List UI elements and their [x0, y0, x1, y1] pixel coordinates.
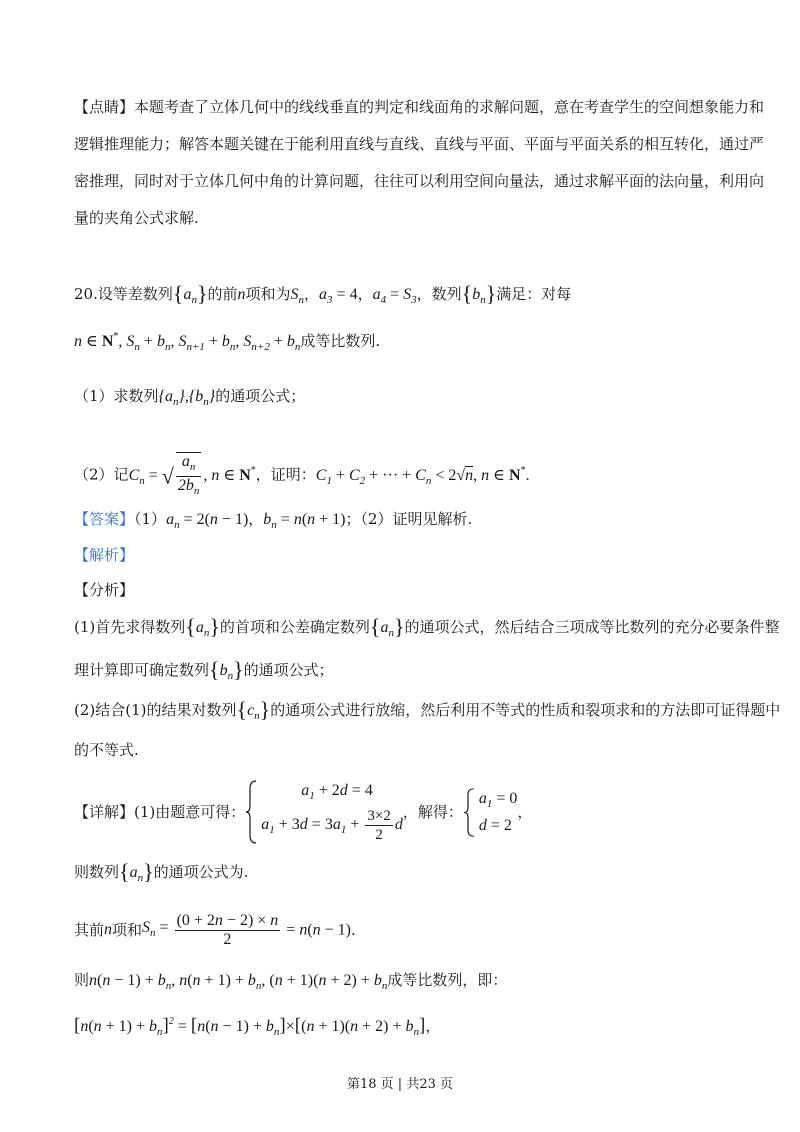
- math-geometric-condition: n ∈ N*, $S_n + b_n$, $S_{n+1} + b_n$, $S_{n+2} + b_n$: [74, 331, 301, 353]
- math-seq-b: $\{b_n\}$: [461, 281, 497, 306]
- problem-statement-line-2: n ∈ N*, $S_n + b_n$, $S_{n+1} + b_n$, $S_{n+2} + b_n$成等比数列.: [74, 331, 381, 353]
- jiexi-heading: 【解析】: [74, 546, 135, 564]
- question-1: （1）求数列$\{a_n\},\{b_n\}$的通项公式；: [74, 387, 306, 408]
- dianjing-line-2: 逻辑推理能力；解答本题关键在于能利用直线与直线、直线与平面、平面与平面关系的相互转化，通过严: [74, 135, 765, 153]
- math-a4: $a_4 = S_3$: [372, 286, 417, 306]
- detail-tag: 【详解】: [74, 803, 135, 821]
- math-seq-a: $\{a_n\}$: [172, 281, 208, 306]
- analysis-line-2: 理计算即可确定数列$\{b_n\}$的通项公式；: [74, 657, 334, 682]
- detail-line-2: 则数列$\{a_n\}$的通项公式为.: [74, 859, 249, 884]
- answer-line: 【答案】$(1)a_n = 2(n - 1)$，$b_n = n(n + 1)$；（2）证明见解析.: [74, 510, 473, 531]
- dianjing-line-1: 【点睛】本题考查了立体几何中的线线垂直的判定和线面角的求解问题，意在考查学生的空间想象能力和: [74, 98, 765, 116]
- equation-system: $a_1 + 2d = 4$ $a_1 + 3d = 3a_1$ + $\frac{3\times 2}{2}$ d: [245, 780, 403, 844]
- problem-statement-line-1: 20.设等差数列$\{a_n\}$的前n项和为$S_n$，$a_3 = 4$，$a_4 = S_3$，数列$\{b_n\}$满足：对每: [74, 281, 572, 306]
- math-sn-formula: $S_n$ = $\frac{(0 + 2n - 2) \times n}{2}$ = n(n − 1): [142, 912, 352, 948]
- math-cn-definition: $C_n$ = √ $\frac{a_n}{2b_n}$ , n ∈ N*: [129, 467, 256, 484]
- fenxi-heading: 【分析】: [74, 581, 135, 599]
- math-a3: $a_3 = 4$: [319, 286, 358, 306]
- question-2: （2）记$C_n$ = √ $\frac{a_n}{2b_n}$ , n ∈ N*，证明：$C_1 + C_2$ + ··· + $C_n < 2√n$, n ∈ N*.: [74, 452, 530, 500]
- detail-line-3: 其前n项和$S_n$ = $\frac{(0 + 2n - 2) \times n}{2}$ = n(n − 1).: [74, 912, 356, 948]
- problem-number: 20.: [74, 285, 98, 303]
- math-geometric-equation: $[n(n + 1) + b_n]^2 = [n(n - 1) + b_n]\times[(n + 1)(n + 2) + b_n]$: [74, 1015, 426, 1038]
- detail-line-5: $[n(n + 1) + b_n]^2 = [n(n - 1) + b_n]\times[(n + 1)(n + 2) + b_n]$，: [74, 1015, 441, 1038]
- dianjing-line-4: 量的夹角公式求解.: [74, 209, 199, 227]
- analysis-line-3: (2)结合(1)的结果对数列$\{c_n\}$的通项公式进行放缩，然后利用不等式的性质和裂项求和的方法即可证得题中: [74, 697, 781, 722]
- answer-tag: 【答案】: [74, 510, 135, 528]
- dianjing-tag: 【点睛】: [74, 98, 135, 116]
- dianjing-line-3: 密推理，同时对于立体几何中角的计算问题，往往可以利用空间向量法，通过求解平面的法向量，利用向: [74, 172, 765, 190]
- detail-line-1: 【详解】(1)由题意可得： $a_1 + 2d = 4$ $a_1 + 3d = 3a_1$ + $\frac{3\times 2}{2}$ d ，解得： $a_1 = 0$ d = 2 ，: [74, 782, 533, 843]
- analysis-line-4: 的不等式.: [74, 741, 139, 759]
- solution-system: $a_1 = 0$ d = 2: [463, 788, 518, 837]
- detail-line-4: 则$n(n - 1) + b_n$, $n(n + 1) + b_n$, $(n + 1)(n + 2) + b_n$成等比数列，即：: [74, 971, 508, 992]
- page-footer: 第18 页 | 共23 页: [347, 1077, 453, 1092]
- analysis-line-1: (1)首先求得数列$\{a_n\}$的首项和公差确定数列$\{a_n\}$的通项公式，然后结合三项成等比数列的充分必要条件整: [74, 614, 780, 639]
- math-inequality: $C_1 + C_2$ + ··· + $C_n < 2√n$, n ∈ N*.: [315, 464, 530, 487]
